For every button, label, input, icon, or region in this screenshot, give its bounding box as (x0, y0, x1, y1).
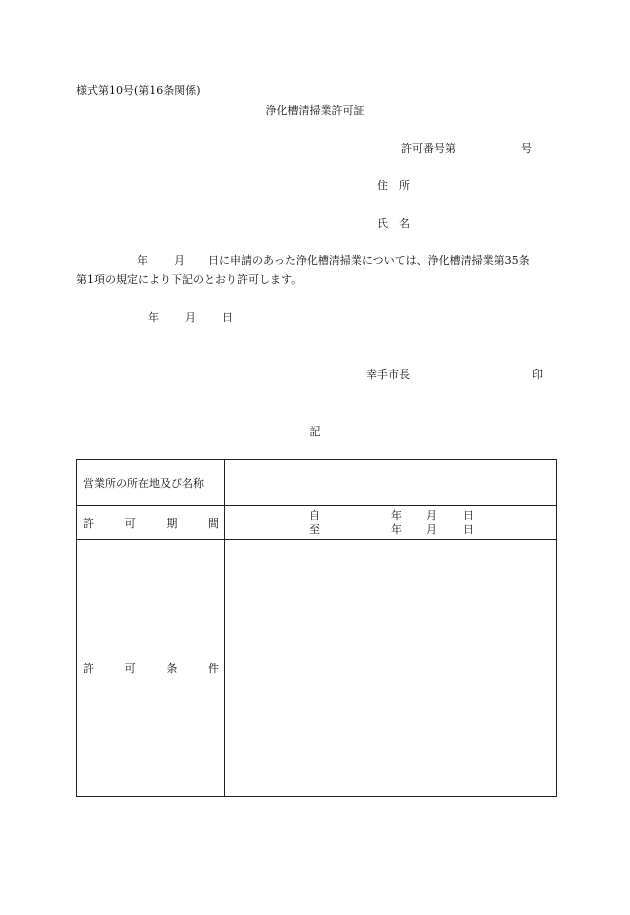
body-month: 月 (174, 254, 185, 267)
table-row-period (77, 506, 557, 540)
period-from-prefix: 自 (309, 508, 320, 522)
mayor-signature: 幸手市長 (366, 368, 410, 381)
period-to-year: 年 (391, 522, 402, 536)
permit-number-label: 許可番号第 (401, 142, 456, 155)
period-value-cell (225, 506, 557, 540)
period-from (225, 509, 556, 523)
conditions-label-cell (77, 540, 225, 797)
period-label-cell (77, 506, 225, 540)
table-row-conditions (77, 540, 557, 797)
body-year: 年 (137, 254, 148, 267)
period-to-day: 日 (463, 522, 474, 536)
body-text-1: 日に申請のあった浄化槽清掃業については、浄化槽清掃業第35条 (208, 254, 530, 267)
name-char-1: 氏 (377, 217, 388, 230)
period-from-day: 日 (463, 508, 474, 522)
conditions-label (77, 660, 224, 676)
ki-heading: 記 (309, 425, 321, 438)
name-label (377, 217, 410, 231)
conditions-value-cell (225, 540, 557, 797)
conditions-char-4: 件 (207, 662, 219, 675)
period-char-1: 許 (83, 516, 94, 530)
period-from-month: 月 (426, 508, 437, 522)
office-value-cell (225, 460, 557, 506)
conditions-char-3: 条 (166, 662, 178, 675)
period-from-year: 年 (391, 508, 402, 522)
form-number: 様式第10号(第16条関係) (76, 84, 201, 97)
period-char-2: 可 (124, 516, 136, 530)
issue-year: 年 (148, 311, 159, 324)
conditions-char-1: 許 (83, 662, 94, 675)
seal-mark: 印 (532, 368, 543, 381)
issue-date (148, 311, 233, 325)
address-char-2: 所 (399, 179, 410, 192)
office-label-cell (77, 460, 225, 506)
address-label (377, 179, 410, 193)
address-char-1: 住 (377, 179, 388, 192)
office-label: 営業所の所在地及び名称 (83, 476, 204, 490)
period-char-3: 期 (166, 516, 178, 530)
name-char-2: 名 (399, 217, 410, 230)
period-to-prefix: 至 (309, 522, 320, 536)
body-line-1 (76, 254, 530, 268)
table-row-office (77, 460, 557, 506)
period-label (77, 515, 224, 531)
issue-day: 日 (222, 311, 233, 324)
period-char-4: 間 (207, 516, 219, 530)
document-title: 浄化槽清掃業許可証 (265, 104, 365, 117)
issue-month: 月 (185, 311, 196, 324)
permit-number-suffix: 号 (521, 142, 532, 155)
body-line-2: 第1項の規定により下記のとおり許可します。 (76, 273, 303, 286)
permit-table (76, 459, 557, 797)
period-to-month: 月 (426, 522, 437, 536)
period-to (225, 523, 556, 537)
conditions-char-2: 可 (124, 662, 136, 675)
